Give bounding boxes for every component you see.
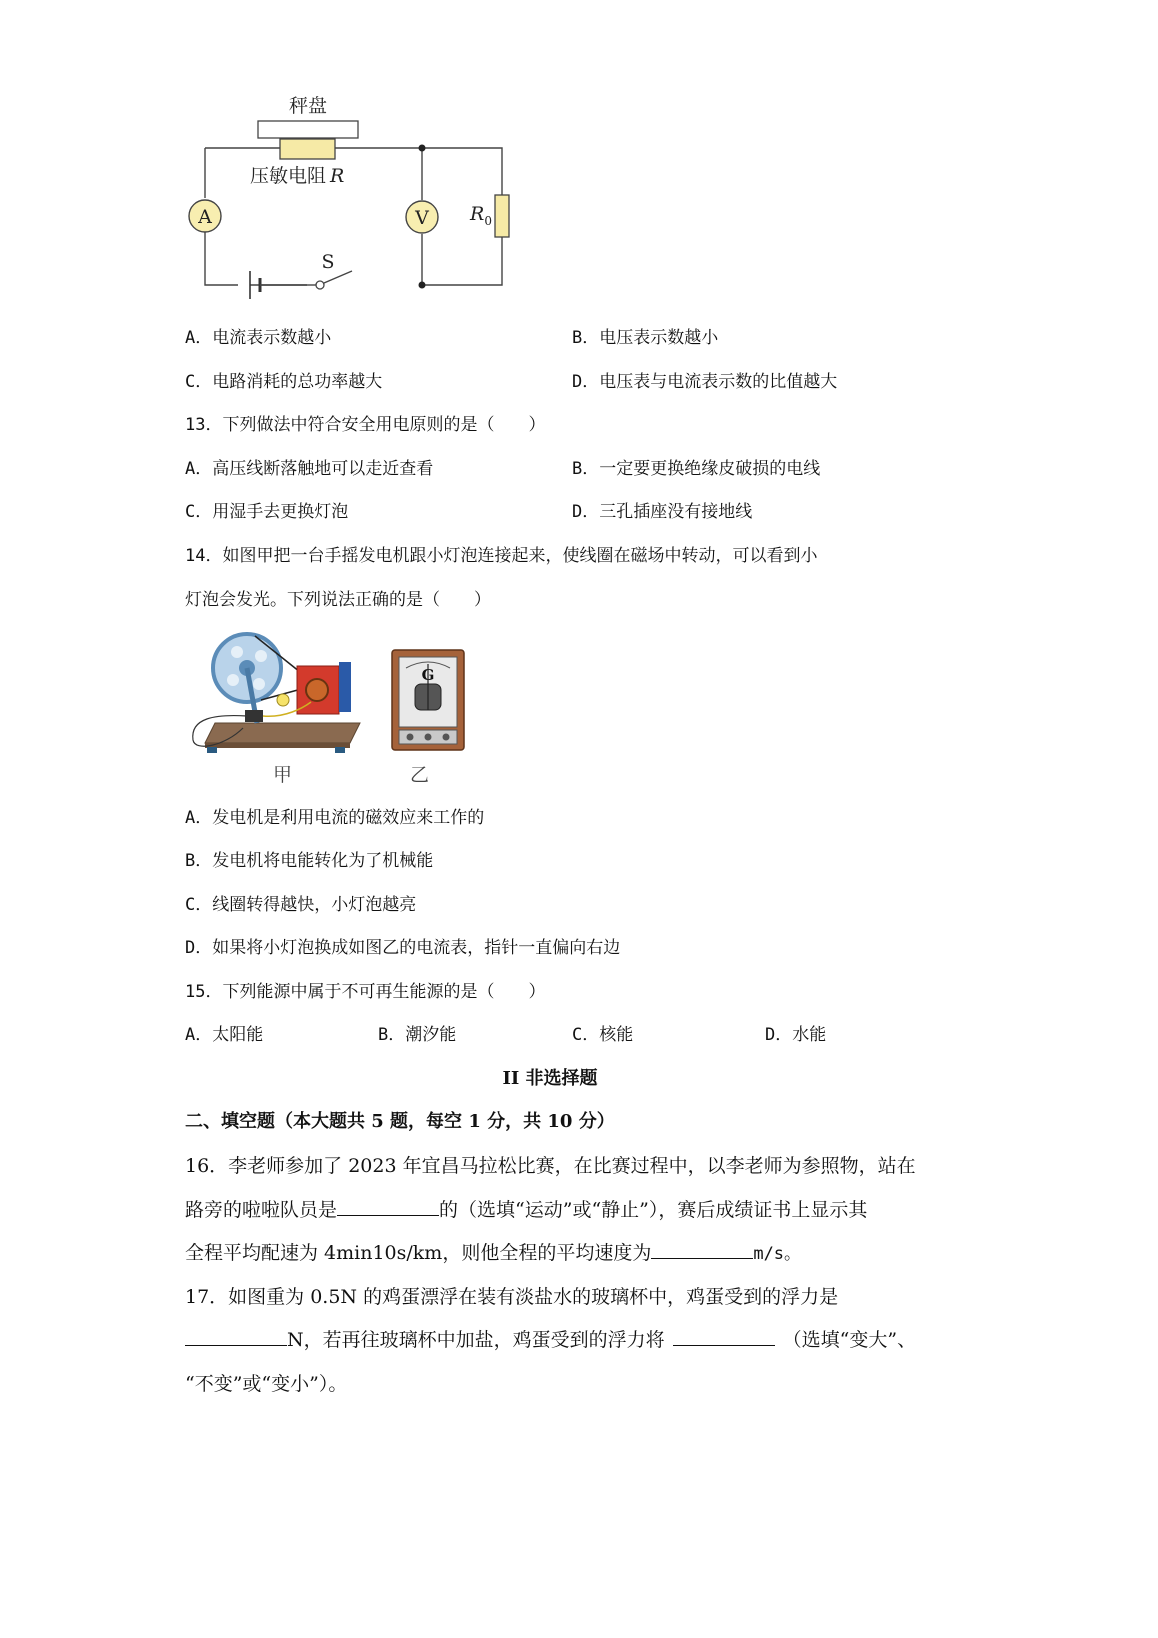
switch-label: S (321, 251, 335, 273)
junction-node (419, 282, 426, 289)
terminal (425, 734, 432, 741)
q13-stem: 13．下列做法中符合安全用电原则的是（ ） (185, 415, 546, 435)
lamp-holder (245, 710, 263, 722)
figure-label-jia: 甲 (273, 764, 293, 786)
resistor-label: 压敏电阻 R (250, 165, 345, 187)
q17-line2 (185, 1327, 916, 1353)
galvanometer-letter: G (421, 666, 435, 684)
q16-line1: 16．李老师参加了 2023 年宜昌马拉松比赛，在比赛过程中，以李老师为参照物，站在 (185, 1155, 916, 1177)
q15-option-d: D．水能 (765, 1025, 827, 1045)
scale-pan (258, 121, 358, 138)
q13-option-a: A．高压线断落触地可以走近查看 (185, 459, 434, 479)
q14-option-a: A．发电机是利用电流的磁效应来工作的 (185, 808, 485, 828)
pan-label: 秤盘 (288, 95, 328, 117)
q12-option-b: B．电压表示数越小 (572, 328, 719, 348)
q15-option-b: B．潮汐能 (378, 1025, 457, 1045)
q15-option-a: A．太阳能 (185, 1025, 264, 1045)
q12-option-c: C．电路消耗的总功率越大 (185, 372, 383, 392)
q15-stem: 15．下列能源中属于不可再生能源的是（ ） (185, 982, 546, 1002)
coil (306, 679, 328, 701)
q14-option-d: D．如果将小灯泡换成如图乙的电流表，指针一直偏向右边 (185, 938, 621, 958)
r0-label: $R_0$ (470, 203, 492, 228)
terminal (407, 734, 414, 741)
generator-base (205, 723, 360, 743)
crank-wheel-hole (231, 646, 243, 658)
terminal (443, 734, 450, 741)
q17-line2-middle: N，若再往玻璃杯中加盐，鸡蛋受到的浮力将 (287, 1329, 665, 1351)
voltmeter-letter: V (415, 207, 429, 229)
q16-answer-blank-1[interactable] (337, 1197, 439, 1216)
switch-contact (316, 281, 324, 289)
q13-option-d: D．三孔插座没有接地线 (572, 502, 753, 522)
section-title: II 非选择题 (502, 1068, 598, 1089)
section-heading: 二、填空题（本大题共 5 题，每空 1 分，共 10 分） (185, 1111, 615, 1132)
q17-answer-blank-2[interactable] (673, 1327, 775, 1346)
hand-crank-generator-figure (185, 628, 365, 758)
pressure-resistor (280, 139, 335, 159)
q16-line3 (185, 1240, 801, 1267)
q17-answer-blank-1[interactable] (185, 1327, 287, 1346)
q15-option-c: C．核能 (572, 1025, 634, 1045)
junction-node (419, 145, 426, 152)
q16-line2-prefix: 路旁的啦啦队员是 (185, 1199, 338, 1221)
q12-option-a: A．电流表示数越小 (185, 328, 332, 348)
figure-label-yi: 乙 (410, 764, 430, 786)
q17-line1: 17．如图重为 0.5N 的鸡蛋漂浮在装有淡盐水的玻璃杯中，鸡蛋受到的浮力是 (185, 1286, 839, 1308)
galvanometer-figure (390, 646, 466, 754)
q16-line3-prefix: 全程平均配速为 4min10s/km，则他全程的平均速度为 (185, 1242, 652, 1264)
base-foot (207, 747, 217, 753)
small-lamp (277, 694, 289, 706)
q13-option-c: C．用湿手去更换灯泡 (185, 502, 349, 522)
ammeter-letter: A (198, 206, 212, 228)
q14-stem-line1: 14．如图甲把一台手摇发电机跟小灯泡连接起来，使线圈在磁场中转动，可以看到小 (185, 546, 818, 566)
magnet-side (339, 662, 351, 712)
q14-stem-line2: 灯泡会发光。下列说法正确的是（ ） (185, 590, 491, 610)
q17-line2-suffix: （选填“变大”、 (782, 1329, 917, 1351)
q14-option-c: C．线圈转得越快，小灯泡越亮 (185, 895, 417, 915)
q12-option-d: D．电压表与电流表示数的比值越大 (572, 372, 838, 392)
pressure-circuit-diagram (180, 90, 520, 315)
q16-line2-suffix: 的（选填“运动”或“静止”），赛后成绩证书上显示其 (439, 1199, 868, 1221)
crank-wheel-hole (227, 674, 239, 686)
q13-option-b: B．一定要更换绝缘皮破损的电线 (572, 459, 821, 479)
generator-base-front (205, 743, 350, 748)
q16-line2 (185, 1197, 867, 1223)
q16-line3-unit: m/s。 (753, 1244, 802, 1264)
q17-line3: “不变”或“变小”）。 (185, 1373, 348, 1395)
crank-wheel-hole (255, 650, 267, 662)
crank-wheel-hole (253, 678, 265, 690)
q14-option-b: B．发电机将电能转化为了机械能 (185, 851, 434, 871)
fixed-resistor-r0 (495, 195, 509, 237)
q16-answer-blank-2[interactable] (651, 1240, 753, 1259)
base-foot (335, 747, 345, 753)
